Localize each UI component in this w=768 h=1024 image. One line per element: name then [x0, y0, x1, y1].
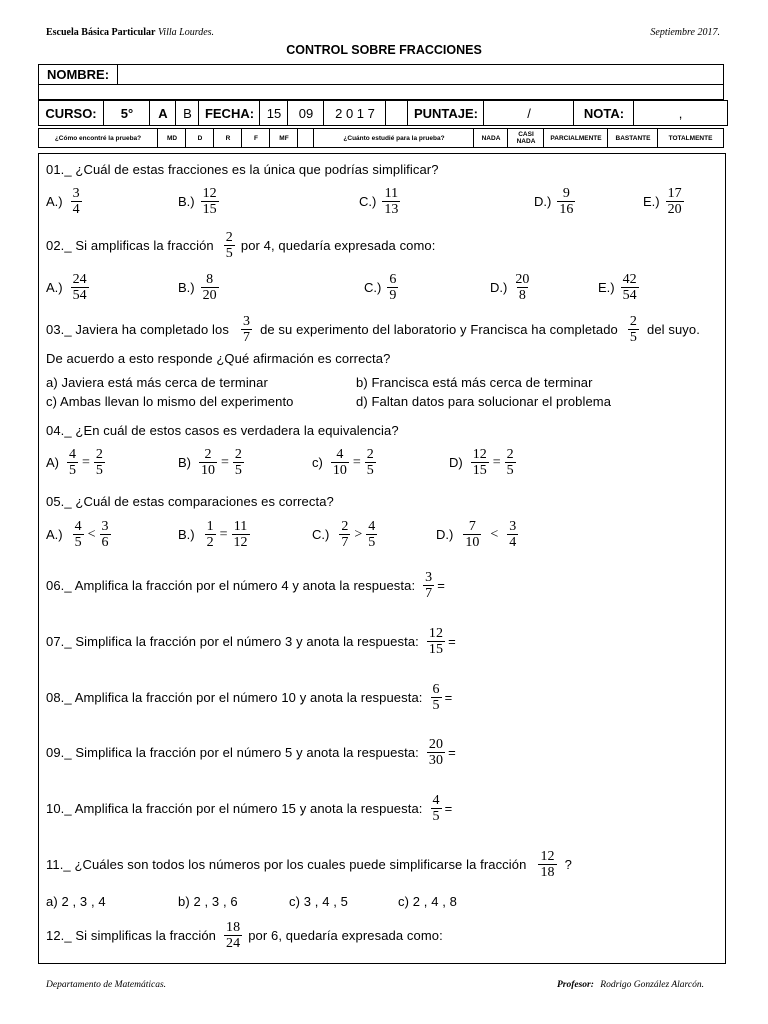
q11 [46, 849, 572, 880]
q07-num: 12 [428, 626, 444, 641]
q02-text-b: por 4, quedaría expresada como: [240, 238, 436, 253]
prueba-opt-md[interactable]: MD [157, 129, 186, 147]
footer-profesor-name: Rodrigo González Alarcón. [600, 980, 704, 990]
q02-option-b-label: B.) [178, 280, 195, 295]
q11-num: 12 [540, 849, 555, 864]
fecha-month[interactable]: 09 [287, 101, 324, 125]
school-name [46, 27, 214, 38]
estudie-opt-parcialmente[interactable]: PARCIALMENTE [543, 129, 608, 147]
fecha-label: FECHA: [198, 101, 260, 125]
q02-text-a: 02._ Si amplificas la fracción [46, 238, 214, 253]
q01-option-d[interactable] [534, 186, 578, 217]
document-date: Septiembre 2017. [650, 27, 720, 38]
q05-option-b[interactable] [178, 519, 253, 550]
q03-text-b: de su experimento del laboratorio y Francisca ha completado [260, 322, 618, 337]
prueba-opt-d[interactable]: D [185, 129, 214, 147]
q01-e-num: 17 [667, 186, 682, 201]
q02-option-a[interactable] [46, 272, 92, 303]
q02-option-d[interactable] [490, 272, 534, 303]
q04-a-n1: 4 [69, 447, 76, 462]
q05-b-op: = [219, 526, 228, 542]
q04-b-d2: 5 [234, 463, 242, 478]
curso-b[interactable]: B [175, 101, 199, 125]
q07-text: 07._ Simplifica la fracción por el número 3 y anota la respuesta: [46, 634, 419, 649]
curso-label: CURSO: [45, 105, 97, 121]
q02-c-num: 6 [389, 272, 397, 287]
q02-frac-num: 2 [225, 230, 233, 245]
prueba-blank [297, 129, 314, 147]
q12-text-b: por 6, quedaría expresada como: [248, 928, 443, 943]
q01-option-a[interactable] [46, 186, 85, 217]
q04-c-n1: 4 [336, 447, 344, 462]
q05-option-c-label: C.) [312, 527, 330, 542]
q02-option-a-label: A.) [46, 280, 63, 295]
q03-option-b[interactable]: b) Francisca está más cerca de terminar [356, 375, 593, 390]
q05-option-b-label: B.) [178, 527, 195, 542]
q04-a-d2: 5 [95, 463, 103, 478]
q03-option-d[interactable]: d) Faltan datos para solucionar el problema [356, 394, 612, 409]
q05-b-n2: 11 [233, 519, 248, 534]
q11-text: 11._ ¿Cuáles son todos los números por los cuales puede simplificarse la fracción [46, 857, 527, 872]
q05-a-op: < [87, 526, 96, 542]
q02-frac-den: 5 [225, 246, 233, 261]
q05-c-d2: 5 [368, 535, 376, 550]
q01-e-den: 20 [667, 202, 682, 217]
footer-department: Departamento de Matemáticas. [46, 980, 167, 990]
q07 [46, 626, 456, 657]
nombre-label: NOMBRE: [46, 67, 110, 82]
q05-d-op: < [490, 526, 499, 542]
q02-b-den: 20 [202, 288, 217, 303]
q05-text: 05._ ¿Cuál de estas comparaciones es correcta? [46, 494, 334, 509]
q05-b-d2: 12 [233, 535, 248, 550]
q03-f1-den: 7 [242, 330, 251, 345]
q02-e-num: 42 [622, 272, 637, 287]
q09-den: 30 [428, 753, 444, 768]
q02-b-num: 8 [206, 272, 214, 287]
q02-option-b[interactable] [178, 272, 222, 303]
q04-d-d2: 5 [506, 463, 514, 478]
q05-c-d1: 7 [341, 535, 349, 550]
estudie-opt-nada[interactable]: NADA [473, 129, 508, 147]
q01-b-den: 15 [202, 202, 217, 217]
evaluacion-row [38, 128, 724, 148]
q12-num: 18 [226, 920, 241, 935]
q07-den: 15 [428, 642, 444, 657]
prueba-opt-r[interactable]: R [213, 129, 242, 147]
prueba-opt-mf[interactable]: MF [269, 129, 298, 147]
q05-option-d-label: D.) [436, 527, 454, 542]
q02-c-den: 9 [389, 288, 397, 303]
q08 [46, 682, 452, 713]
q11-option-b[interactable]: b) 2 , 3 , 6 [178, 894, 238, 909]
q12-text-a: 12._ Si simplificas la fracción [46, 928, 216, 943]
q02-d-num: 20 [515, 272, 530, 287]
q04-d-op: = [492, 454, 501, 470]
q03-option-c[interactable]: c) Ambas llevan lo mismo del experimento [46, 394, 294, 409]
q03-f2-num: 2 [629, 314, 637, 329]
q05-option-d[interactable] [436, 519, 521, 550]
q02-option-d-label: D.) [490, 280, 508, 295]
q01-c-num: 11 [384, 186, 399, 201]
prueba-question: ¿Cómo encontré la prueba? [54, 134, 142, 142]
q05-option-a[interactable] [46, 519, 114, 550]
q01-text: 01._ ¿Cuál de estas fracciones es la única que podrías simplificar? [46, 162, 439, 177]
prueba-opt-f[interactable]: F [241, 129, 270, 147]
q05-c-n1: 2 [341, 519, 349, 534]
q04-c-d2: 5 [366, 463, 374, 478]
nombre-field[interactable] [117, 65, 723, 84]
puntaje-field[interactable]: / [483, 101, 574, 125]
q03-text-a: 03._ Javiera ha completado los [46, 322, 229, 337]
q03-text [46, 314, 700, 345]
q10-eq: = [444, 801, 453, 816]
q09-num: 20 [428, 737, 444, 752]
q01-a-num: 3 [72, 186, 80, 201]
q03-line2: De acuerdo a esto responde ¿Qué afirmación es correcta? [46, 351, 391, 366]
q01-d-den: 16 [559, 202, 574, 217]
q01-b-num: 12 [202, 186, 217, 201]
q03-text-c: del suyo. [647, 322, 700, 337]
q04-b-n1: 2 [204, 447, 212, 462]
q01-option-c[interactable] [359, 186, 403, 217]
q10-num: 4 [432, 793, 440, 808]
q01-option-e-label: E.) [643, 194, 660, 209]
q05-option-a-label: A.) [46, 527, 63, 542]
q01-option-d-label: D.) [534, 194, 552, 209]
q04-option-b[interactable] [178, 447, 247, 478]
q12-den: 24 [226, 936, 241, 951]
q02-d-den: 8 [518, 288, 526, 303]
q01-c-den: 13 [384, 202, 399, 217]
q04-a-op: = [82, 454, 90, 470]
q04-option-c[interactable] [312, 447, 379, 478]
estudie-question: ¿Cuánto estudié para la prueba? [313, 129, 474, 147]
q06-eq: = [437, 578, 445, 593]
q01-a-den: 4 [72, 202, 80, 217]
q12 [46, 920, 443, 951]
q01-option-a-label: A.) [46, 194, 63, 209]
q04-option-d-label: D) [449, 455, 463, 470]
q01-option-e[interactable] [643, 186, 687, 217]
q05-option-c[interactable] [312, 519, 380, 550]
q05-c-op: > [354, 526, 363, 542]
q05-c-n2: 4 [368, 519, 376, 534]
q04-d-n1: 12 [472, 447, 487, 462]
nombre-row [38, 64, 724, 85]
q04-b-n2: 2 [234, 447, 242, 462]
q06-num: 3 [425, 570, 433, 585]
document-title: CONTROL SOBRE FRACCIONES [286, 43, 482, 57]
q08-num: 6 [432, 682, 440, 697]
q02-text [46, 230, 435, 261]
q08-den: 5 [432, 698, 440, 713]
school-name-bold: Escuela Básica Particular [46, 27, 156, 38]
q04-c-d1: 10 [332, 463, 347, 478]
q04-text: 04._ ¿En cuál de estos casos es verdadera la equivalencia? [46, 423, 399, 438]
q02-e-den: 54 [622, 288, 637, 303]
q05-d-n2: 3 [509, 519, 517, 534]
nota-field[interactable]: , [633, 101, 727, 125]
q04-option-d[interactable] [449, 447, 519, 478]
nombre-extra-row [38, 84, 724, 100]
q02-a-den: 54 [72, 288, 87, 303]
q04-a-d1: 5 [69, 463, 76, 478]
q04-option-c-label: c) [312, 455, 323, 470]
curso-a[interactable]: A [149, 101, 176, 125]
q11-option-a[interactable]: a) 2 , 3 , 4 [46, 894, 106, 909]
q01-option-c-label: C.) [359, 194, 377, 209]
q03-f2-den: 5 [629, 330, 637, 345]
q08-eq: = [444, 690, 453, 705]
q04-option-a-label: A) [46, 455, 59, 470]
q04-c-n2: 2 [366, 447, 374, 462]
q04-option-b-label: B) [178, 455, 191, 470]
q03-f1-num: 3 [242, 314, 251, 329]
estudie-opt-bastante[interactable]: BASTANTE [607, 129, 658, 147]
footer-profesor-label: Profesor: [556, 980, 594, 990]
q11-option-d[interactable]: c) 2 , 4 , 8 [398, 894, 458, 909]
q07-eq: = [448, 634, 456, 649]
q04-d-d1: 15 [472, 463, 487, 478]
q05-d-n1: 7 [468, 519, 476, 534]
q05-b-n1: 1 [206, 519, 214, 534]
q04-c-op: = [352, 454, 361, 470]
q04-b-op: = [221, 454, 229, 470]
q08-text: 08._ Amplifica la fracción por el número 10 y anota la respuesta: [46, 690, 423, 705]
q05-d-d1: 10 [465, 535, 480, 550]
footer-profesor [557, 980, 704, 990]
puntaje-label: PUNTAJE: [407, 101, 484, 125]
q02-a-num: 24 [72, 272, 87, 287]
q02-option-e-label: E.) [598, 280, 615, 295]
curso-grade: 5° [103, 101, 150, 125]
estudie-opt-totalmente[interactable]: TOTALMENTE [657, 129, 723, 147]
q09-text: 09._ Simplifica la fracción por el número 5 y anota la respuesta: [46, 745, 419, 760]
q06 [46, 570, 445, 601]
q04-option-a[interactable] [46, 447, 108, 478]
q02-option-e[interactable] [598, 272, 642, 303]
q05-b-d1: 2 [206, 535, 214, 550]
q05-a-n1: 4 [74, 519, 82, 534]
q06-den: 7 [425, 586, 433, 601]
q03-option-a[interactable]: a) Javiera está más cerca de terminar [46, 375, 268, 390]
q02-option-c-label: C.) [364, 280, 382, 295]
q01-d-num: 9 [562, 186, 570, 201]
q06-text: 06._ Amplifica la fracción por el número 4 y anota la respuesta: [46, 578, 416, 593]
fecha-blank [385, 101, 408, 125]
q09-eq: = [448, 745, 456, 760]
q11-den: 18 [540, 865, 555, 880]
q10 [46, 793, 452, 824]
q05-a-d2: 6 [101, 535, 109, 550]
curso-row [38, 100, 728, 126]
q10-text: 10._ Amplifica la fracción por el número 15 y anota la respuesta: [46, 801, 423, 816]
q11-option-c[interactable]: c) 3 , 4 , 5 [289, 894, 349, 909]
q05-d-d2: 4 [509, 535, 517, 550]
q11-end: ? [564, 857, 572, 872]
fecha-year[interactable]: 2 0 1 7 [323, 101, 386, 125]
q04-b-d1: 10 [201, 463, 215, 478]
nota-label: NOTA: [573, 101, 634, 125]
estudie-opt-casi-nada[interactable]: CASI NADA [507, 129, 544, 147]
q01-option-b-label: B.) [178, 194, 195, 209]
fecha-day[interactable]: 15 [259, 101, 288, 125]
q02-option-c[interactable] [364, 272, 401, 303]
school-name-italic: Villa Lourdes. [157, 27, 215, 38]
q10-den: 5 [432, 809, 440, 824]
q04-d-n2: 2 [506, 447, 514, 462]
q09 [46, 737, 456, 768]
q05-a-n2: 3 [101, 519, 109, 534]
q04-a-n2: 2 [95, 447, 103, 462]
q01-option-b[interactable] [178, 186, 222, 217]
q05-a-d1: 5 [74, 535, 82, 550]
